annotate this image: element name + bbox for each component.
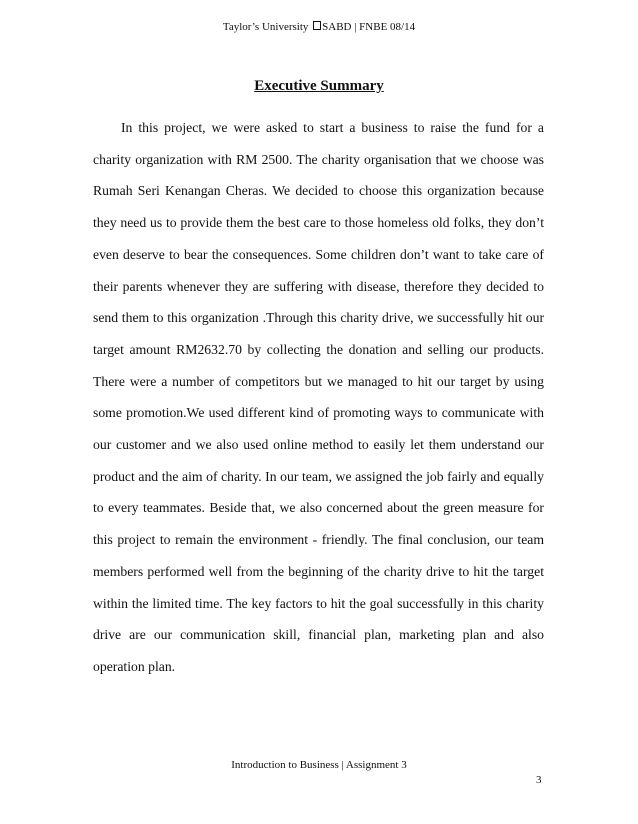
page-number: 3 xyxy=(536,774,542,786)
header-course: SABD | FNBE 08/14 xyxy=(322,21,416,33)
page-title: Executive Summary xyxy=(254,78,384,94)
page-footer: Introduction to Business | Assignment 3 xyxy=(231,759,407,771)
box-glyph-icon xyxy=(313,21,321,30)
page-header xyxy=(0,20,638,34)
summary-paragraph: In this project, we were asked to start a business to raise the fund for a charity organization with RM 2500. The charity organisation that we choose was Rumah Seri Kenangan Cheras. We decided to choose this organization because they need us to provide them the best care to those homeless old folks, they don’t even deserve to bear the consequences. Some children don’t want to take care of their parents whenever they are suffering with disease, therefore they decided to send them to this organization .Through this charity drive, we successfully hit our target amount RM2632.70 by collecting the donation and selling our products. There were a number of competitors but we managed to hit our target by using some promotion.We used different kind of promoting ways to communicate with our customer and we also used online method to easily let them understand our product and the aim of charity. In our team, we assigned the job fairly and equally to every teammates. Beside that, we also concerned about the green measure for this project to remain the environment - friendly. The final conclusion, our team members performed well from the beginning of the charity drive to hit the target within the limited time. The key factors to hit the goal successfully in this charity drive are our communication skill, financial plan, marketing plan and also operation plan. xyxy=(93,120,544,674)
header-university: Taylor’s University xyxy=(222,21,312,33)
